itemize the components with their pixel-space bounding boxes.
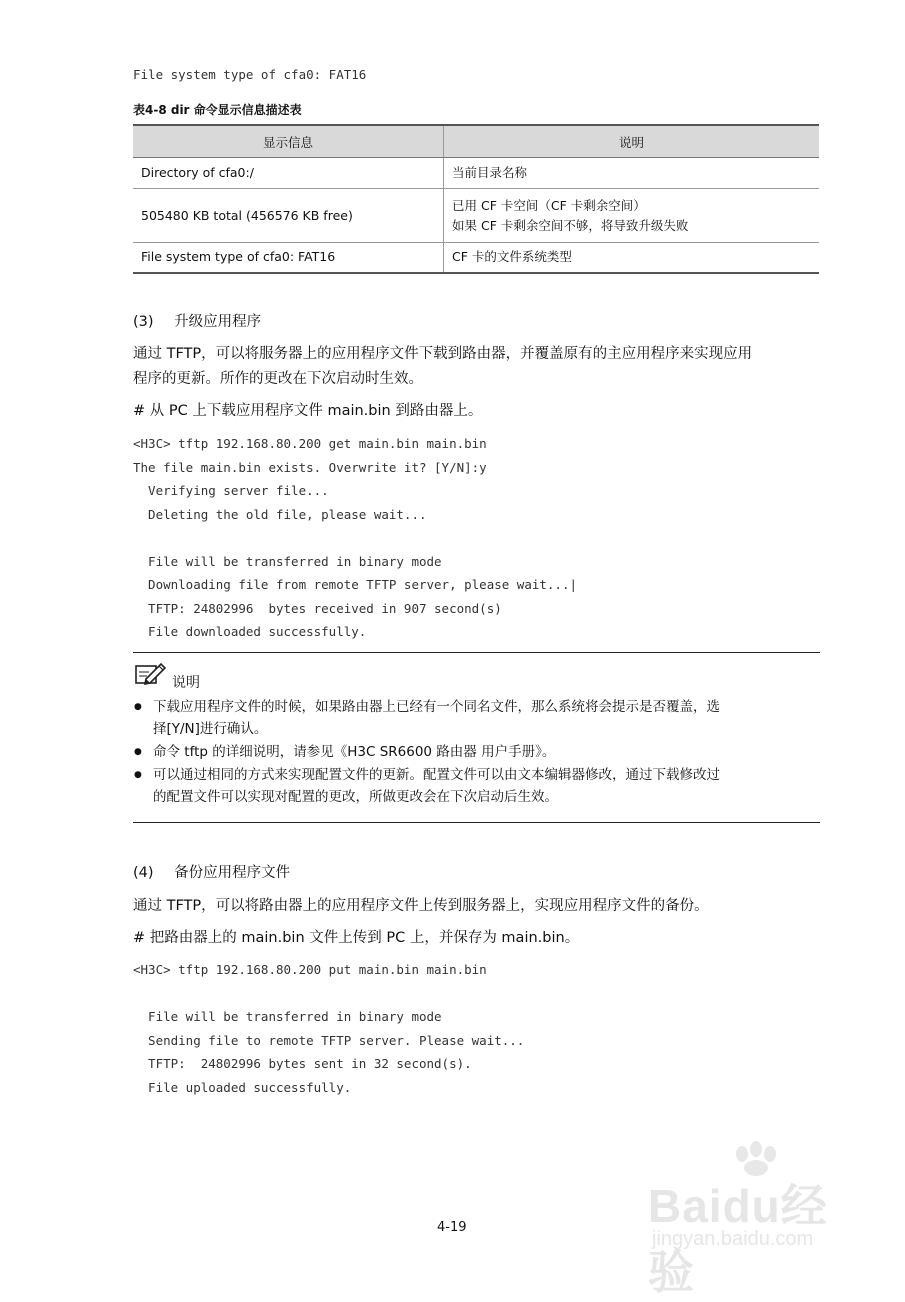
page-number: 4-19 xyxy=(437,1220,467,1235)
section-3-code-block xyxy=(133,436,577,648)
desc-line: 已用 CF 卡空间（CF 卡剩余空间） xyxy=(452,197,646,213)
note-item xyxy=(133,696,823,740)
code-line: Downloading file from remote TFTP server, please wait...| xyxy=(133,577,578,592)
table-row xyxy=(133,243,819,273)
table-cell-field: Directory of cfa0:/ xyxy=(133,158,444,189)
note-item-line: 的配置文件可以实现对配置的更改，所做更改会在下次启动后生效。 xyxy=(153,789,558,805)
section-4-command-note: # 把路由器上的 main.bin 文件上传到 PC 上，并保存为 main.bin。 xyxy=(133,930,580,946)
desc-line: 如果 CF 卡剩余空间不够，将导致升级失败 xyxy=(452,217,689,233)
baidu-watermark xyxy=(640,1140,870,1298)
note-item-line: ● 命令 tftp 的详细说明，请参见《H3C SR6600 路由器 用户手册》。 xyxy=(153,744,556,760)
note-item xyxy=(133,741,823,763)
section-3-command-note: # 从 PC 上下载应用程序文件 main.bin 到路由器上。 xyxy=(133,403,483,419)
code-line: File will be transferred in binary mode xyxy=(133,1009,442,1024)
note-item-line: ● 可以通过相同的方式来实现配置文件的更新。配置文件可以由文本编辑器修改，通过下载修改过 xyxy=(153,767,720,783)
watermark-url: jingyan.baidu.com xyxy=(652,1228,814,1250)
section-number: (4) xyxy=(133,865,154,881)
table-header-cell: 显示信息 xyxy=(133,125,444,158)
note-item xyxy=(133,764,823,808)
code-line: <H3C> tftp 192.168.80.200 get main.bin main.bin xyxy=(133,436,487,451)
code-line: File will be transferred in binary mode xyxy=(133,553,442,569)
section-4-para: 通过 TFTP，可以将路由器上的应用程序文件上传到服务器上，实现应用程序文件的备份。 xyxy=(133,898,709,914)
section-number: (3) xyxy=(133,314,154,330)
top-code-line: File system type of cfa0: FAT16 xyxy=(133,67,367,82)
note-bottom-rule xyxy=(133,822,820,823)
table-cell-desc xyxy=(444,243,820,273)
table-row xyxy=(133,158,819,189)
code-line: File uploaded successfully. xyxy=(133,1079,352,1095)
section-3-heading xyxy=(133,311,261,333)
code-line: Sending file to remote TFTP server. Please wait... xyxy=(133,1032,525,1048)
note-pencil-icon xyxy=(134,660,168,688)
table-cell-desc xyxy=(444,189,820,243)
code-line: TFTP: 24802996 bytes received in 907 second(s) xyxy=(133,600,502,616)
table-cell-field: File system type of cfa0: FAT16 xyxy=(133,243,444,273)
code-line: Deleting the old file, please wait... xyxy=(133,506,427,522)
table-caption: 表4-8 dir 命令显示信息描述表 xyxy=(133,103,302,117)
section-4-code-block xyxy=(133,962,524,1103)
desc-line: CF 卡的文件系统类型 xyxy=(452,249,572,265)
info-table xyxy=(133,124,819,274)
note-top-rule xyxy=(133,652,820,653)
note-item-line: ● 下载应用程序文件的时候，如果路由器上已经有一个同名文件，那么系统将会提示是否覆盖，选 xyxy=(153,699,720,715)
section-3-para-line-1: 通过 TFTP，可以将服务器上的应用程序文件下载到路由器，并覆盖原有的主应用程序来实现应用 xyxy=(133,346,753,362)
code-line xyxy=(133,530,577,554)
note-list xyxy=(133,696,823,809)
table-row xyxy=(133,189,819,243)
table-cell-field: 505480 KB total (456576 KB free) xyxy=(133,189,444,243)
table-header-cell: 说明 xyxy=(444,125,820,158)
code-line: The file main.bin exists. Overwrite it? [Y/N]:y xyxy=(133,459,487,475)
table-cell-desc xyxy=(444,158,820,189)
watermark-brand: Baidu经验 xyxy=(648,1180,828,1298)
code-line xyxy=(133,986,524,1010)
code-line: Verifying server file... xyxy=(133,483,329,498)
code-line: File downloaded successfully. xyxy=(133,624,367,639)
section-title: 升级应用程序 xyxy=(174,314,262,330)
desc-line: 当前目录名称 xyxy=(452,165,528,180)
section-4-heading xyxy=(133,862,290,884)
table-header-row xyxy=(133,125,819,158)
code-line: <H3C> tftp 192.168.80.200 put main.bin main.bin xyxy=(133,962,487,977)
section-3-para-line-2: 程序的更新。所作的更改在下次启动时生效。 xyxy=(133,371,423,387)
note-item-line: 择[Y/N]进行确认。 xyxy=(153,721,268,737)
code-line: TFTP: 24802996 bytes sent in 32 second(s). xyxy=(133,1056,472,1071)
note-title: 说明 xyxy=(172,675,200,691)
section-title: 备份应用程序文件 xyxy=(174,865,291,881)
